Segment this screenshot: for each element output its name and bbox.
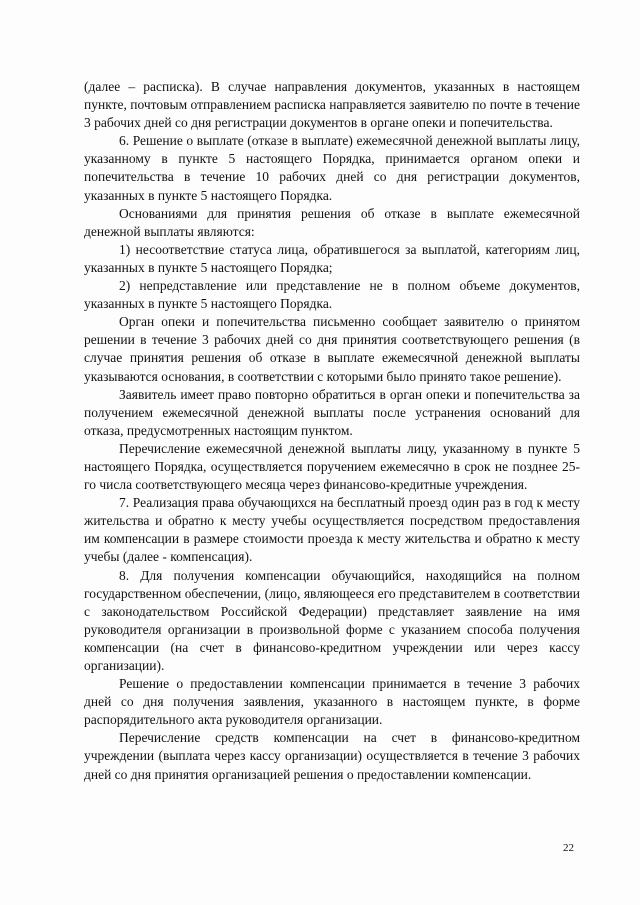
paragraph: Перечисление средств компенсации на счет в финансово-кредитном учреждении (выплата через кассу организации) осуществляется в течение 3 рабочих дней со дня принятия организацией решения о предоставлении компенсации.: [84, 730, 580, 782]
paragraph: Решение о предоставлении компенсации принимается в течение 3 рабочих дней со дня получения заявления, указанного в настоящем пункте, в форме распорядительного акта руководителя организации.: [84, 676, 580, 728]
paragraph: (далее – расписка). В случае направления документов, указанных в настоящем пункте, почтовым отправлением расписка направляется заявителю по почте в течение 3 рабочих дней со дня регистрации документов в органе опеки и попечительства.: [84, 79, 580, 131]
paragraph: Перечисление ежемесячной денежной выплаты лицу, указанному в пункте 5 настоящего Порядка, осуществляется поручением ежемесячно в срок не позднее 25-го числа соответствующего месяца через финансово-кредитные учреждения.: [84, 440, 580, 493]
body-text: [84, 78, 580, 784]
paragraph: 2) непредставление или представление не в полном объеме документов, указанных в пункте 5 настоящего Порядка.: [84, 278, 580, 312]
paragraph: 7. Реализация права обучающихся на бесплатный проезд один раз в год к месту жительства и обратно к месту учебы осуществляется посредством предоставления им компенсации в размере стоимости проезда к месту жительства и обратно к месту учебы (далее - компенсация).: [84, 495, 580, 565]
paragraph: Основаниями для принятия решения об отказе в выплате ежемесячной денежной выплаты являются:: [84, 205, 580, 239]
paragraph: Орган опеки и попечительства письменно сообщает заявителю о принятом решении в течение 3 рабочих дней со дня принятия соответствующего решения (в случае принятия решения об отказе в выплате ежемесячной денежной выплаты указываются основания, в соответствии с которыми было принято такое решение).: [84, 314, 580, 384]
paragraph: 6. Решение о выплате (отказе в выплате) ежемесячной денежной выплаты лицу, указанному в пункте 5 настоящего Порядка, принимается органом опеки и попечительства в течение 10 рабочих дней со дня регистрации документов, указанных в пункте 5 настоящего Порядка.: [84, 133, 580, 203]
page-number: 22: [563, 842, 574, 854]
paragraph: Заявитель имеет право повторно обратиться в орган опеки и попечительства за получением ежемесячной денежной выплаты после устранения оснований для отказа, предусмотренных настоящим пунктом.: [84, 386, 580, 438]
paragraph: 8. Для получения компенсации обучающийся, находящийся на полном государственном обеспечении, (лицо, являющееся его представителем в соответствии с законодательством Российской Федерации) представляет заявление на имя руководителя организации в произвольной форме с указанием способа получения компенсации (на счет в финансово-кредитном учреждении или через кассу организации).: [84, 567, 580, 673]
paragraph: 1) несоответствие статуса лица, обратившегося за выплатой, категориям лиц, указанных в пункте 5 настоящего Порядка;: [84, 241, 580, 275]
